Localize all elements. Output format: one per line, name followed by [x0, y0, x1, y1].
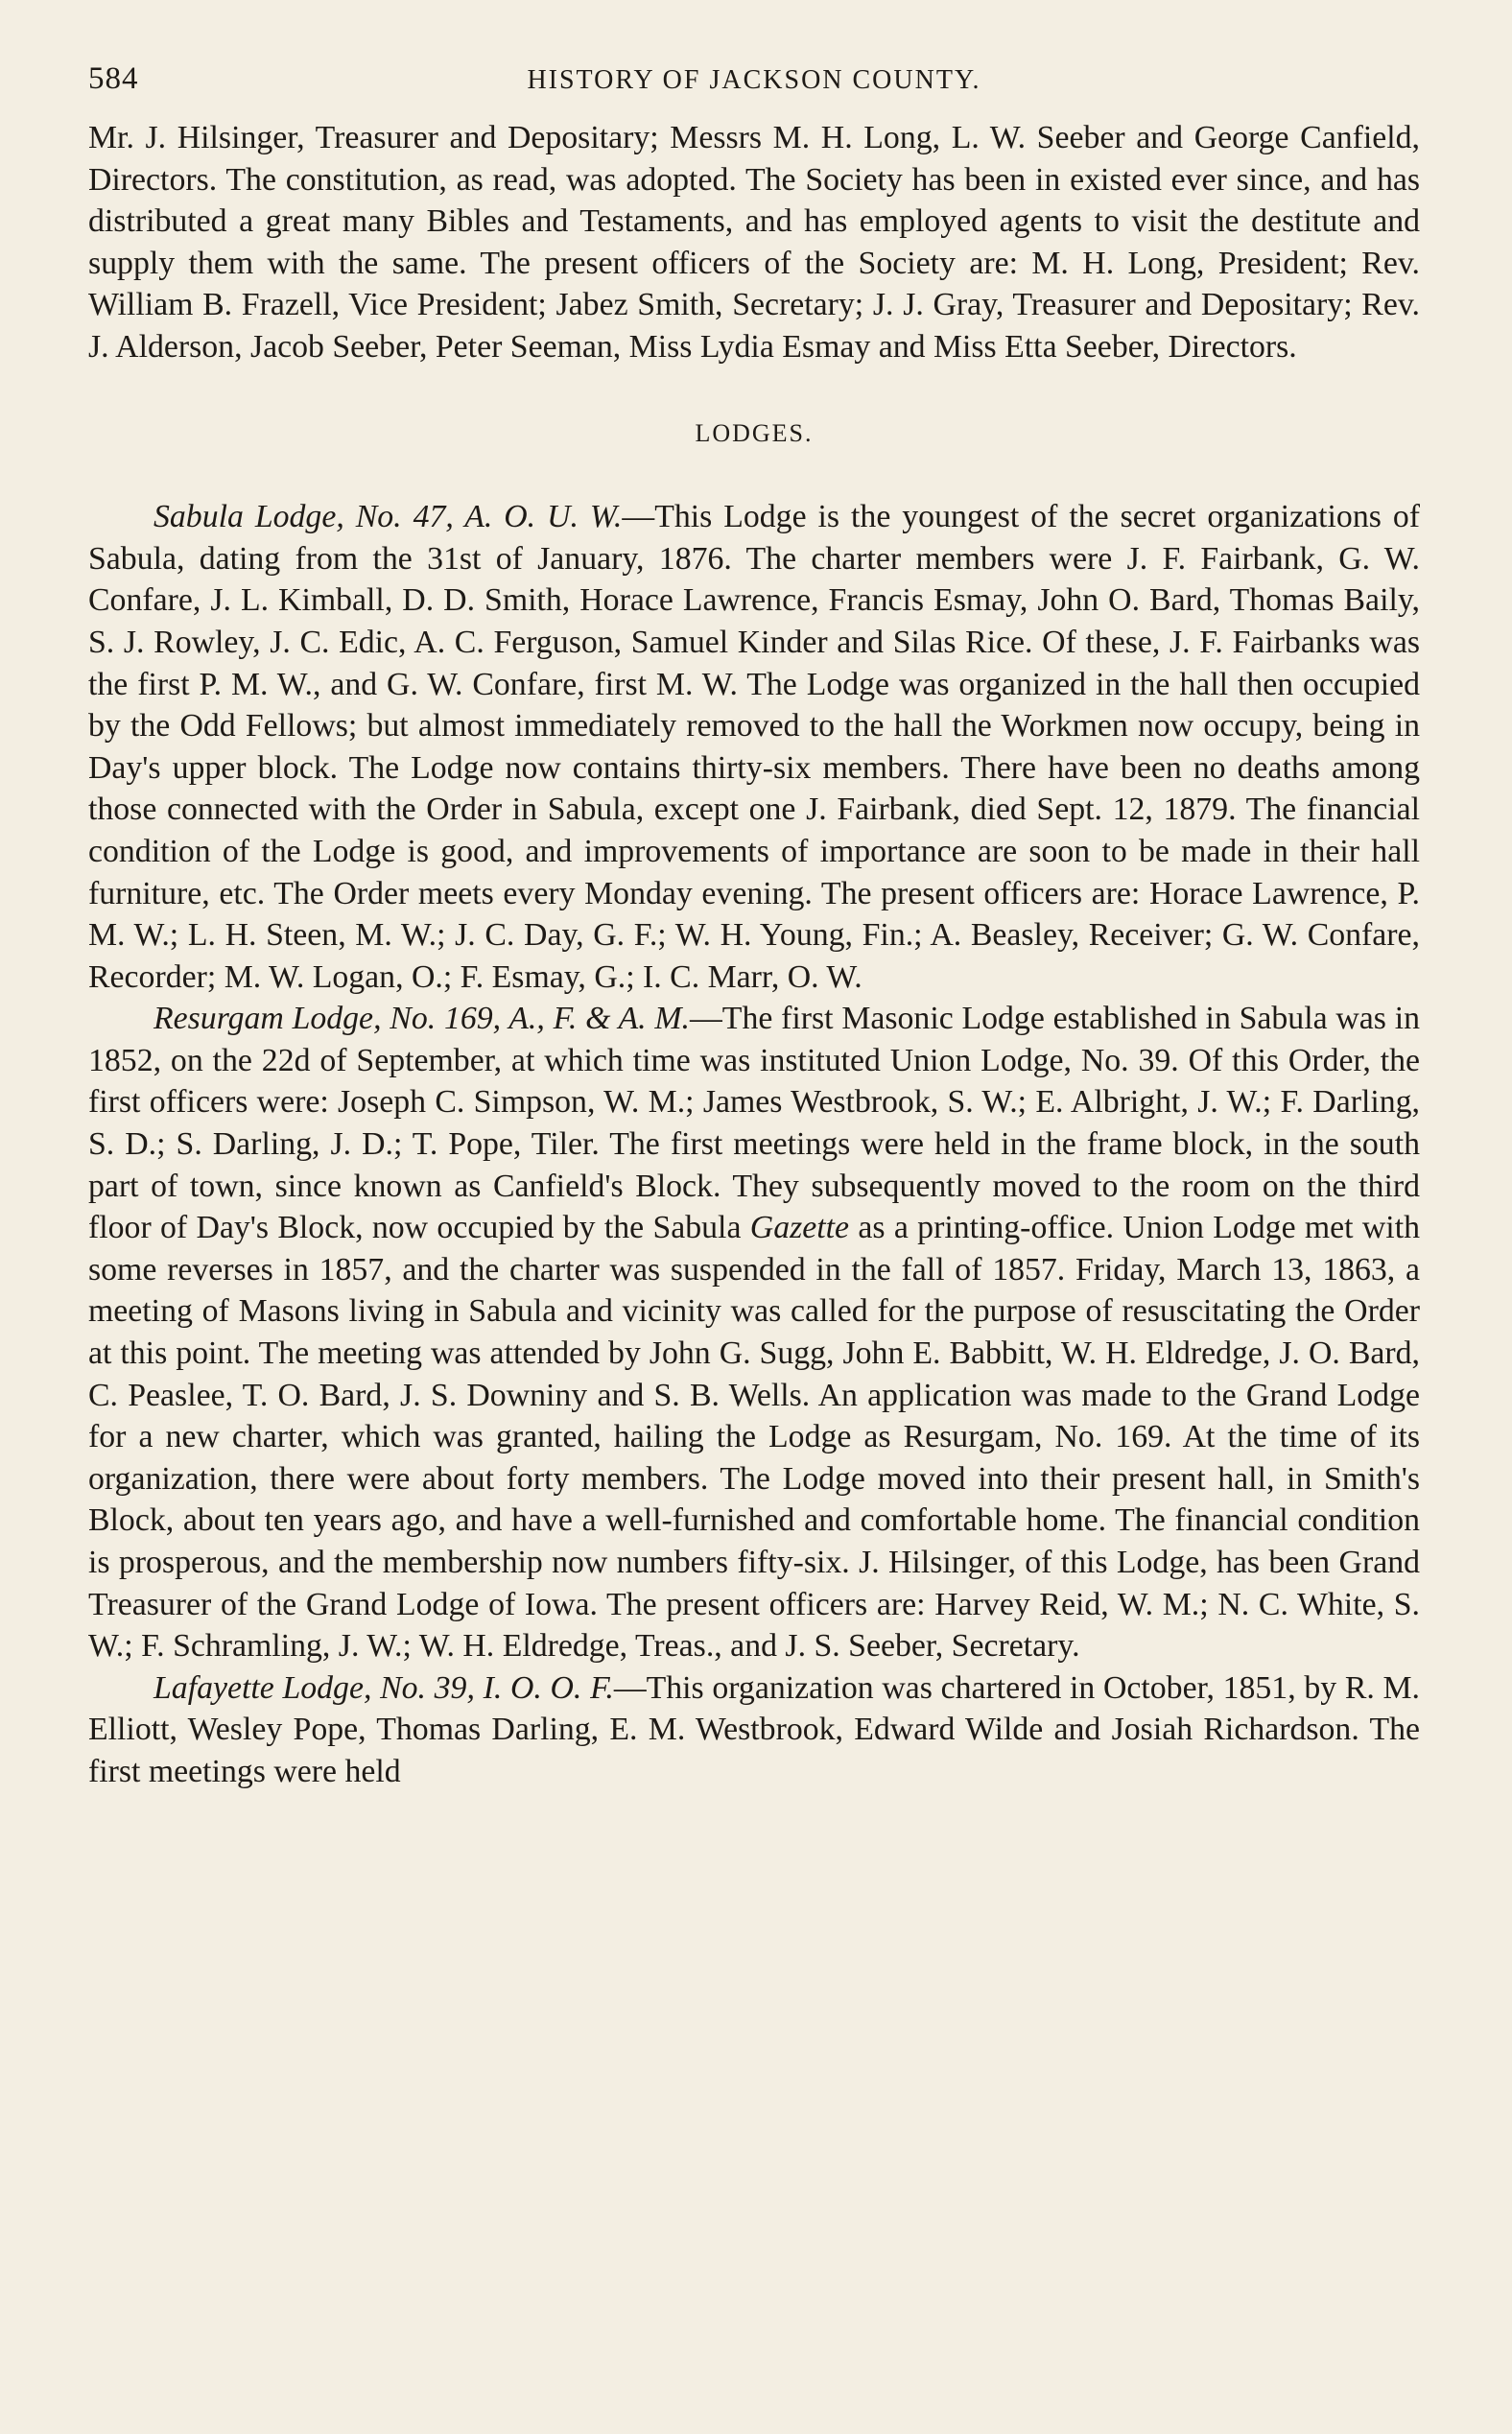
lodge-title-resurgam: Resurgam Lodge, No. 169, A., F. & A. M. [154, 1001, 690, 1037]
lodge-body-resurgam-part2: as a printing-office. Union Lodge met with some reverses in 1857, and the charter was suspended in the fall of 1857. Friday, March 13, 1863, a meeting of Masons living in Sabula and vicinity was called for the purpose of resuscitating the Order at this point. The meeting was attended by John G. Sugg, John E. Babbitt, W. H. Eldredge, J. O. Bard, C. Peaslee, T. O. Bard, J. S. Downiny and S. B. Wells. An application was made to the Grand Lodge for a new charter, which was granted, hailing the Lodge as Resurgam, No. 169. At the time of its organization, there were about forty members. The Lodge moved into their present hall, in Smith's Block, about ten years ago, and have a well-furnished and comfortable home. The financial condition is prosperous, and the membership now numbers fifty-six. J. Hilsinger, of this Lodge, has been Grand Treasurer of the Grand Lodge of Iowa. The present officers are: Harvey Reid, W. M.; N. C. White, S. W.; F. Schramling, J. W.; W. H. Eldredge, Treas., and J. S. Seeber, Secretary. [88, 1210, 1420, 1665]
book-page [88, 61, 1420, 2393]
lodge-title-lafayette: Lafayette Lodge, No. 39, I. O. O. F. [154, 1669, 614, 1706]
lodge-body-lafayette: —This organization was chartered in October, 1851, by R. M. Elliott, Wesley Pope, Thomas Darling, E. M. Westbrook, Edward Wilde and Josiah Richardson. The first meetings were held [88, 1669, 1421, 1789]
lodge-title-sabula: Sabula Lodge, No. 47, A. O. U. W. [154, 499, 623, 535]
lodge-body-sabula: —This Lodge is the youngest of the secret organizations of Sabula, dating from the 31st of January, 1876. The charter members were J. F. Fairbank, G. W. Confare, J. L. Kimball, D. D. Smith, Horace Lawrence, Francis Esmay, John O. Bard, Thomas Baily, S. J. Rowley, J. C. Edic, A. C. Ferguson, Samuel Kinder and Silas Rice. Of these, J. F. Fairbanks was the first P. M. W., and G. W. Confare, first M. W. The Lodge was organized in the hall then occupied by the Odd Fellows; but almost immediately removed to the hall the Workmen now occupy, being in Day's upper block. The Lodge now contains thirty-six members. There have been no deaths among those connected with the Order in Sabula, except one J. Fairbank, died Sept. 12, 1879. The financial condition of the Lodge is good, and improvements of importance are soon to be made in their hall furniture, etc. The Order meets every Monday evening. The present officers are: Horace Lawrence, P. M. W.; L. H. Steen, M. W.; J. C. Day, G. F.; W. H. Young, Fin.; A. Beasley, Receiver; G. W. Confare, Recorder; M. W. Logan, O.; F. Esmay, G.; I. C. Marr, O. W. [88, 499, 1420, 995]
lodge-body-resurgam-part1: —The first Masonic Lodge established in Sabula was in 1852, on the 22d of September, at which time was instituted Union Lodge, No. 39. Of this Order, the first officers were: Joseph C. Simpson, W. M.; James Westbrook, S. W.; E. Albright, J. W.; F. Darling, S. D.; S. Darling, J. D.; T. Pope, Tiler. The first meetings were held in the frame block, in the south part of town, since known as Canfield's Block. They subsequently moved to the room on the third floor of Day's Block, now occupied by the Sabula [88, 1001, 1420, 1246]
intro-paragraph: Mr. J. Hilsinger, Treasurer and Depositary; Messrs M. H. Long, L. W. Seeber and George Canfield, Directors. The constitution, as read, was adopted. The Society has been in existed ever since, and has distributed a great many Bibles and Testaments, and has employed agents to visit the destitute and supply them with the same. The present officers of the Society are: M. H. Long, President; Rev. William B. Frazell, Vice President; Jabez Smith, Secretary; J. J. Gray, Treasurer and Depositary; Rev. J. Alderson, Jacob Seeber, Peter Seeman, Miss Lydia Esmay and Miss Etta Seeber, Directors. [88, 120, 1420, 365]
lodge-paragraph-sabula [88, 496, 1420, 998]
lodge-paragraph-resurgam [88, 998, 1420, 1667]
page-number: 584 [88, 61, 139, 96]
page-content [88, 117, 1420, 1793]
section-heading: LODGES. [695, 418, 814, 447]
page-header [88, 61, 1420, 107]
running-title: HISTORY OF JACKSON COUNTY. [527, 65, 981, 95]
lodge-paragraph-lafayette [88, 1667, 1420, 1793]
newspaper-name: Gazette [749, 1210, 850, 1246]
